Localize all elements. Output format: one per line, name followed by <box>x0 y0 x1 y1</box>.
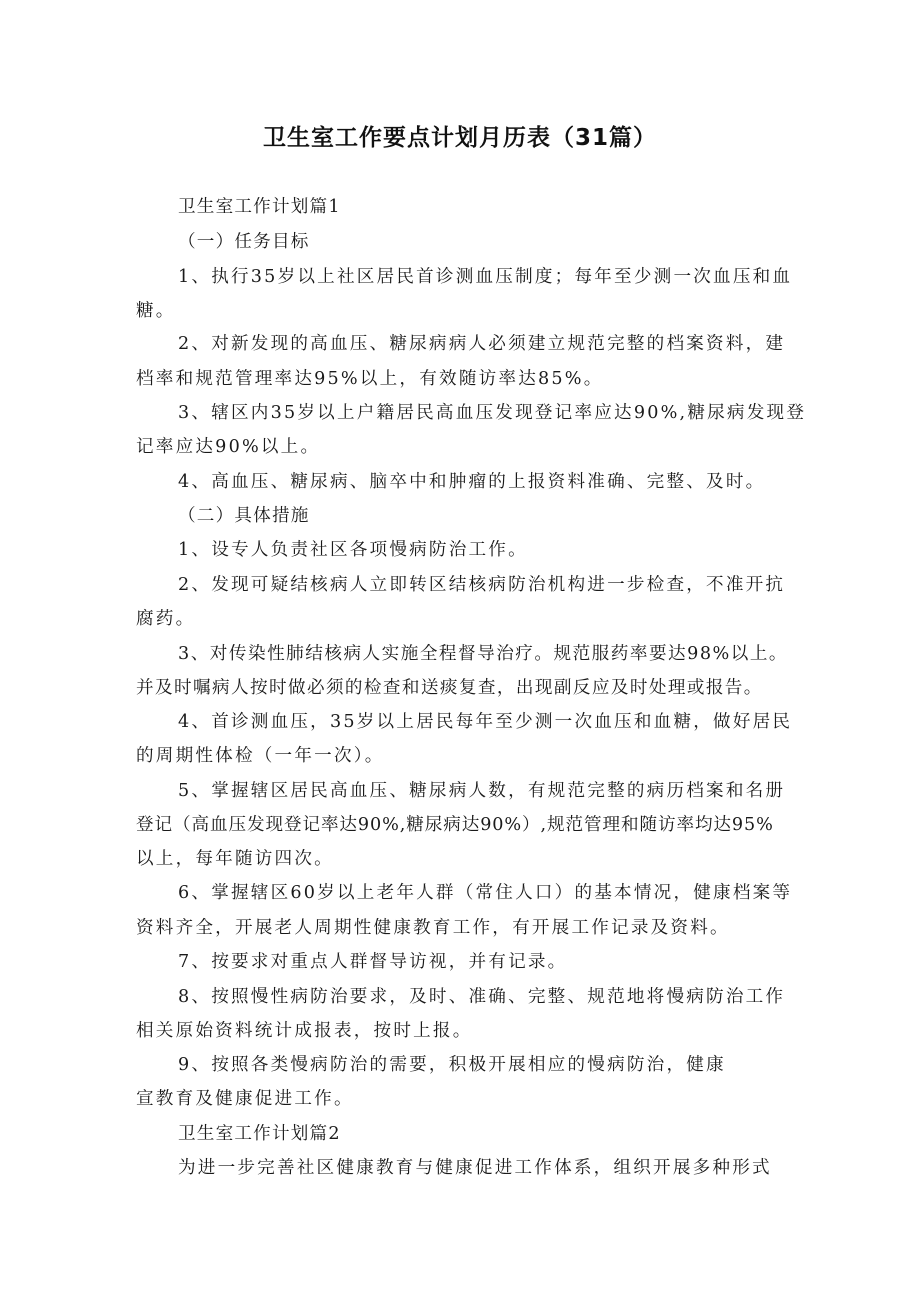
paragraph-line: 3、对传染性肺结核病人实施全程督导治疗。规范服药率要达98%以上。 <box>178 644 789 664</box>
paragraph-line: 并及时嘱病人按时做必须的检查和送痰复查，出现副反应及时处理或报告。 <box>136 678 763 698</box>
paragraph-line: 4、首诊测血压，35岁以上居民每年至少测一次血压和血糖，做好居民 <box>178 712 793 732</box>
paragraph-line: 记率应达90%以上。 <box>136 437 321 457</box>
section-heading: 卫生室工作计划篇1 <box>178 197 341 217</box>
paragraph-line: 宣教育及健康促进工作。 <box>136 1089 354 1109</box>
paragraph-line: 1、设专人负责社区各项慢病防治工作。 <box>178 540 528 560</box>
paragraph-line: 4、高血压、糖尿病、脑卒中和肿瘤的上报资料准确、完整、及时。 <box>178 472 766 492</box>
paragraph-line: 档率和规范管理率达95%以上，有效随访率达85%。 <box>136 369 604 389</box>
paragraph-line: 9、按照各类慢病防治的需要，积极开展相应的慢病防治，健康 <box>178 1055 726 1075</box>
paragraph-line: 以上，每年随访四次。 <box>136 849 334 869</box>
section-heading: 卫生室工作计划篇2 <box>178 1124 341 1144</box>
paragraph-line: 相关原始资料统计成报表，按时上报。 <box>136 1021 473 1041</box>
paragraph-line: 3、辖区内35岁以上户籍居民高血压发现登记率应达90%,糖尿病发现登 <box>178 403 807 423</box>
paragraph-line: 8、按照慢性病防治要求，及时、准确、完整、规范地将慢病防治工作 <box>178 987 786 1007</box>
paragraph-line: 1、执行35岁以上社区居民首诊测血压制度；每年至少测一次血压和血 <box>178 267 793 287</box>
paragraph-line: 7、按要求对重点人群督导访视，并有记录。 <box>178 952 568 972</box>
paragraph-line: 登记（高血压发现登记率达90%,糖尿病达90%）,规范管理和随访率均达95% <box>136 815 774 835</box>
paragraph-line: 的周期性体检（一年一次）。 <box>136 746 385 766</box>
paragraph-line: 2、对新发现的高血压、糖尿病病人必须建立规范完整的档案资料，建 <box>178 334 786 354</box>
paragraph-line: 6、掌握辖区60岁以上老年人群（常住人口）的基本情况，健康档案等 <box>178 883 793 903</box>
paragraph-line: 腐药。 <box>136 609 196 629</box>
paragraph-line: 糖。 <box>136 301 176 321</box>
document-title: 卫生室工作要点计划月历表（31篇） <box>262 125 657 151</box>
paragraph-line: 5、掌握辖区居民高血压、糖尿病人数，有规范完整的病历档案和名册 <box>178 781 786 801</box>
paragraph-line: 为进一步完善社区健康教育与健康促进工作体系，组织开展多种形式 <box>178 1158 772 1178</box>
subsection-heading: （二）具体措施 <box>178 506 310 526</box>
subsection-heading: （一）任务目标 <box>178 232 310 252</box>
paragraph-line: 资料齐全，开展老人周期性健康教育工作，有开展工作记录及资料。 <box>136 918 730 938</box>
paragraph-line: 2、发现可疑结核病人立即转区结核病防治机构进一步检查，不准开抗 <box>178 575 786 595</box>
